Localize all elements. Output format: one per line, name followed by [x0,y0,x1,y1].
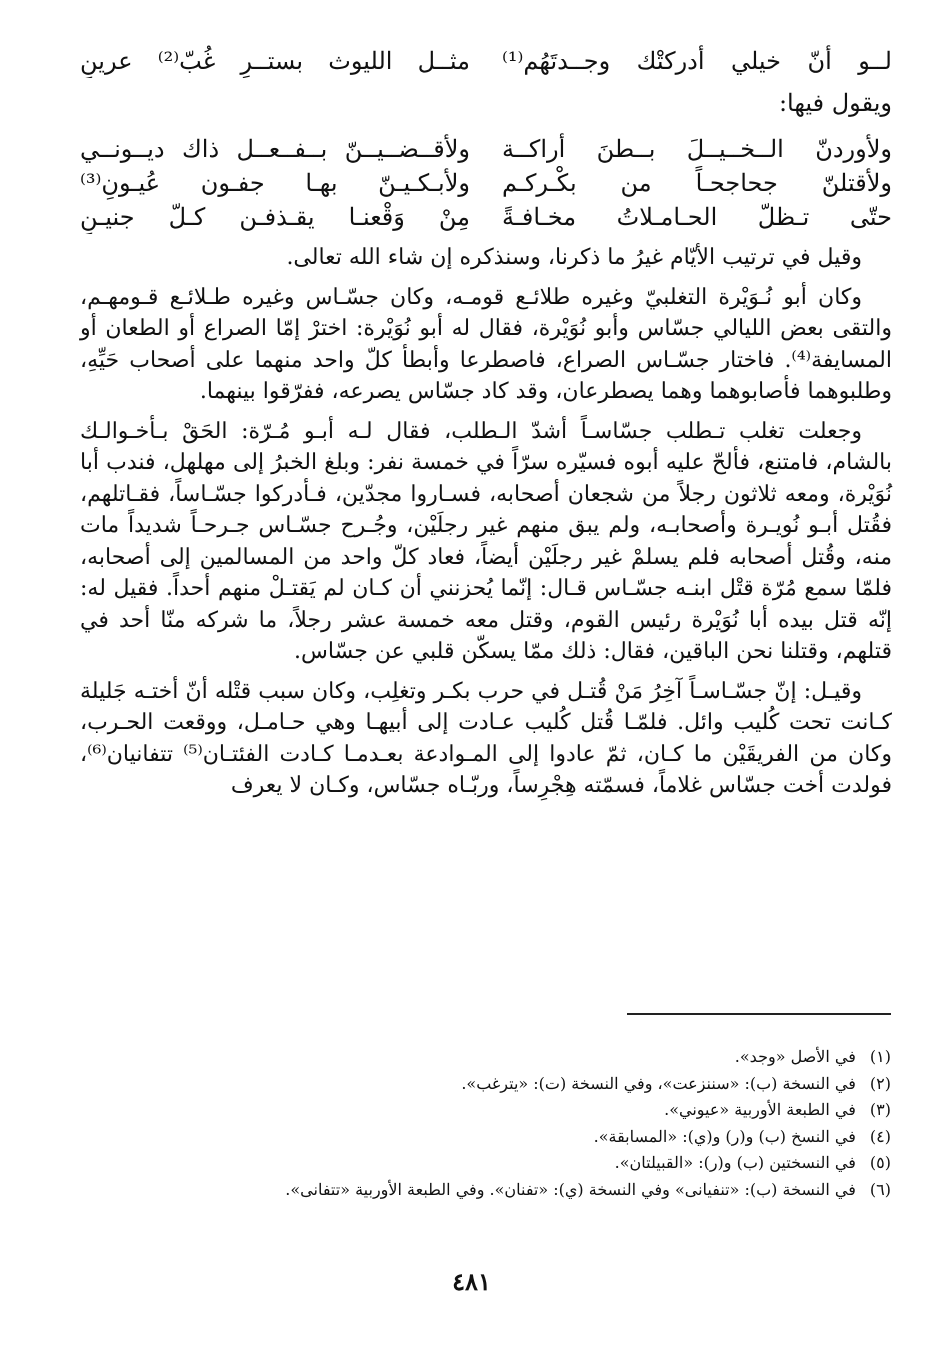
footnote-number: (٥) [869,1153,891,1172]
verse-hemistich-right: ولأقتلنّ جحاجحـاً من بكْـركـم [502,169,892,197]
footnote-text: في الأصل «وجد». [734,1047,856,1066]
verse-line [80,166,892,200]
footnote-item [101,1177,891,1204]
footnote-item [101,1044,891,1071]
paragraph-jassas-death: وقيـل: إنّ جسّـاسـاً آخِرُ مَنْ قُتـل في حرب بكـر وتغلِب، وكان سبب قتْله أنّ أختـه جَليلة كـانت تحت كُليب وائل. فلمّـا قُتل كُليب عـادت إلى أبيهـا وهي حـامـل، ووقعت الحـرب، وكان من الفريقَيْن ما كـان، ثمّ عادوا إلى المـوادعة بعـدمـا كـادت الفئتـان⁽⁵⁾ تتفانيان⁽⁶⁾، فولدت أخت جسّاس غلاماً، فسمّته هِجْرِساً، وربّـاه جسّاس، وكـان لا يعرف [80,678,893,798]
footnote-text: في الطبعة الأوربية «عيوني». [664,1100,856,1119]
book-page [80,44,892,810]
footnote-separator [627,1013,891,1015]
verse-hemistich-left: ولأبـكـيـنّ بهـا جفـون عُيـونِ⁽³⁾ [80,169,470,197]
paragraph-days-order: وقيل في ترتيب الأيّام غيرُ ما ذكرنا، وسنذكره إن شاء الله تعالى. [286,245,862,270]
verse-hemistich-right: ولأوردنّ الــخــيــلَ بــطنَ أراكــة [502,135,892,163]
verse-hemistich-left: ولأقــضــيــنّ بــفــعــل ذاك ديــونــي [80,135,470,163]
footnote-number: (٣) [869,1100,891,1119]
footnote-number: (٢) [869,1073,891,1093]
footnote-text: في النسخ (ب) و(ر) و(ي): «المسابقة». [593,1126,856,1146]
footnote-text: في النسخة (ب): «تنفيانى» وفي النسخة (ي): «تفنان». وفي الطبعة الأوربية «تتفانى». [285,1179,856,1199]
paragraph-abu-nuwayra: وكان أبو نُـوَيْرة التغلبيّ وغيره طلائـع قومـه، وكان جسّـاس وغيره طـلائـع قـومهـم، والتقى بعض الليالي جسّاس وأبو نُوَيْرة، فقال له أبو نُوَيْرة: اخترْ إمّا الصراع أو الطعان أو المسايفة⁽⁴⁾. فاختار جسّـاس الصراع، فاصطرعا وأبطأ كلّ واحد منهما على أصحاب حَيِّهِ، وطلبوهما فأصابوهما وهما يصطرعان، وقد كاد جسّاس يصرعه، ففرّقوا بينهما. [80,284,892,404]
footnote-number: (٤) [869,1126,891,1146]
paragraph-taghlib-pursuit: وجعلت تغلب تـطلب جسّاسـاً أشدّ الـطلب، فقال لـه أبـو مُـرّة: الحَقْ بـأخـوالـك بالشام، فامتنع، فألحّ عليه أبوه فسيّره سرّاً في خمسة نفر: وبلغ الخبرُ إلى مهلهل، فندب أبا نُوَيْرة، ومعه ثلاثون رجلاً من شجعان أصحابه، فسـاروا مجدّين، فـأدركوا جسّـاساً، فقـاتلهم، فقُتل أبـو نُويـرة وأصحابـه، ولم يبق منهم غير رجلَيْن، وجُـرح جسّـاس جـرحـاً شديداً مات منه، وقُتل أصحابه فلم يسلمْ غير رجلَيْن أيضاً، فعاد كلّ واحد من المسالمين إلى أصحابه، فلمّا سمع مُرّة قتْل ابنـه جسّـاس قـال: إنّما يُحزنني أن كـان لم يَقتـلْ منهم أحداً. فقيل له: إنّه قتل بيده أبا نُوَيْرة رئيس القوم، وقتل معه خمسة عشر رجلاً، ما شركه منّا أحد في قتلهم، وقتلنا نحن الباقين، فقال: ذلك ممّا يسكّن قلبي عن جسّاس. [80,418,892,664]
verse-line [80,44,892,78]
verse-block-main [80,132,892,234]
footnote-number: (١) [869,1047,891,1066]
verse-hemistich-left: مثــل الليوث بستــرِ غُبّ⁽²⁾ عرينِ [80,47,470,75]
verse-block-top [80,44,892,78]
footnote-item [101,1097,891,1124]
footnote-item [101,1150,891,1177]
page-number: ٤٨١ [452,1267,491,1296]
verse-intro: ويقول فيها: [778,89,892,117]
footnote-item [101,1124,891,1151]
footnote-item [101,1071,891,1098]
verse-line [80,200,892,234]
verse-hemistich-left: مِنْ وَقْعنـا يقـذفـن كـلّ جنيـنِ [80,203,470,231]
footnote-text: في النسختين (ب) و(ر): «القبيلتان». [614,1153,856,1172]
footnote-number: (٦) [869,1179,891,1199]
verse-hemistich-right: حتّى تـظلّ الحـامـلاتُ مخـافـةً [502,203,892,231]
verse-line [80,132,892,166]
footnotes [101,1044,891,1203]
verse-hemistich-right: لــو أنّ خيلي أدركتْك وجــدتَهُم⁽¹⁾ [502,47,892,75]
footnote-text: في النسخة (ب): «سننزعت»، وفي النسخة (ت): «يترغب». [461,1073,856,1093]
